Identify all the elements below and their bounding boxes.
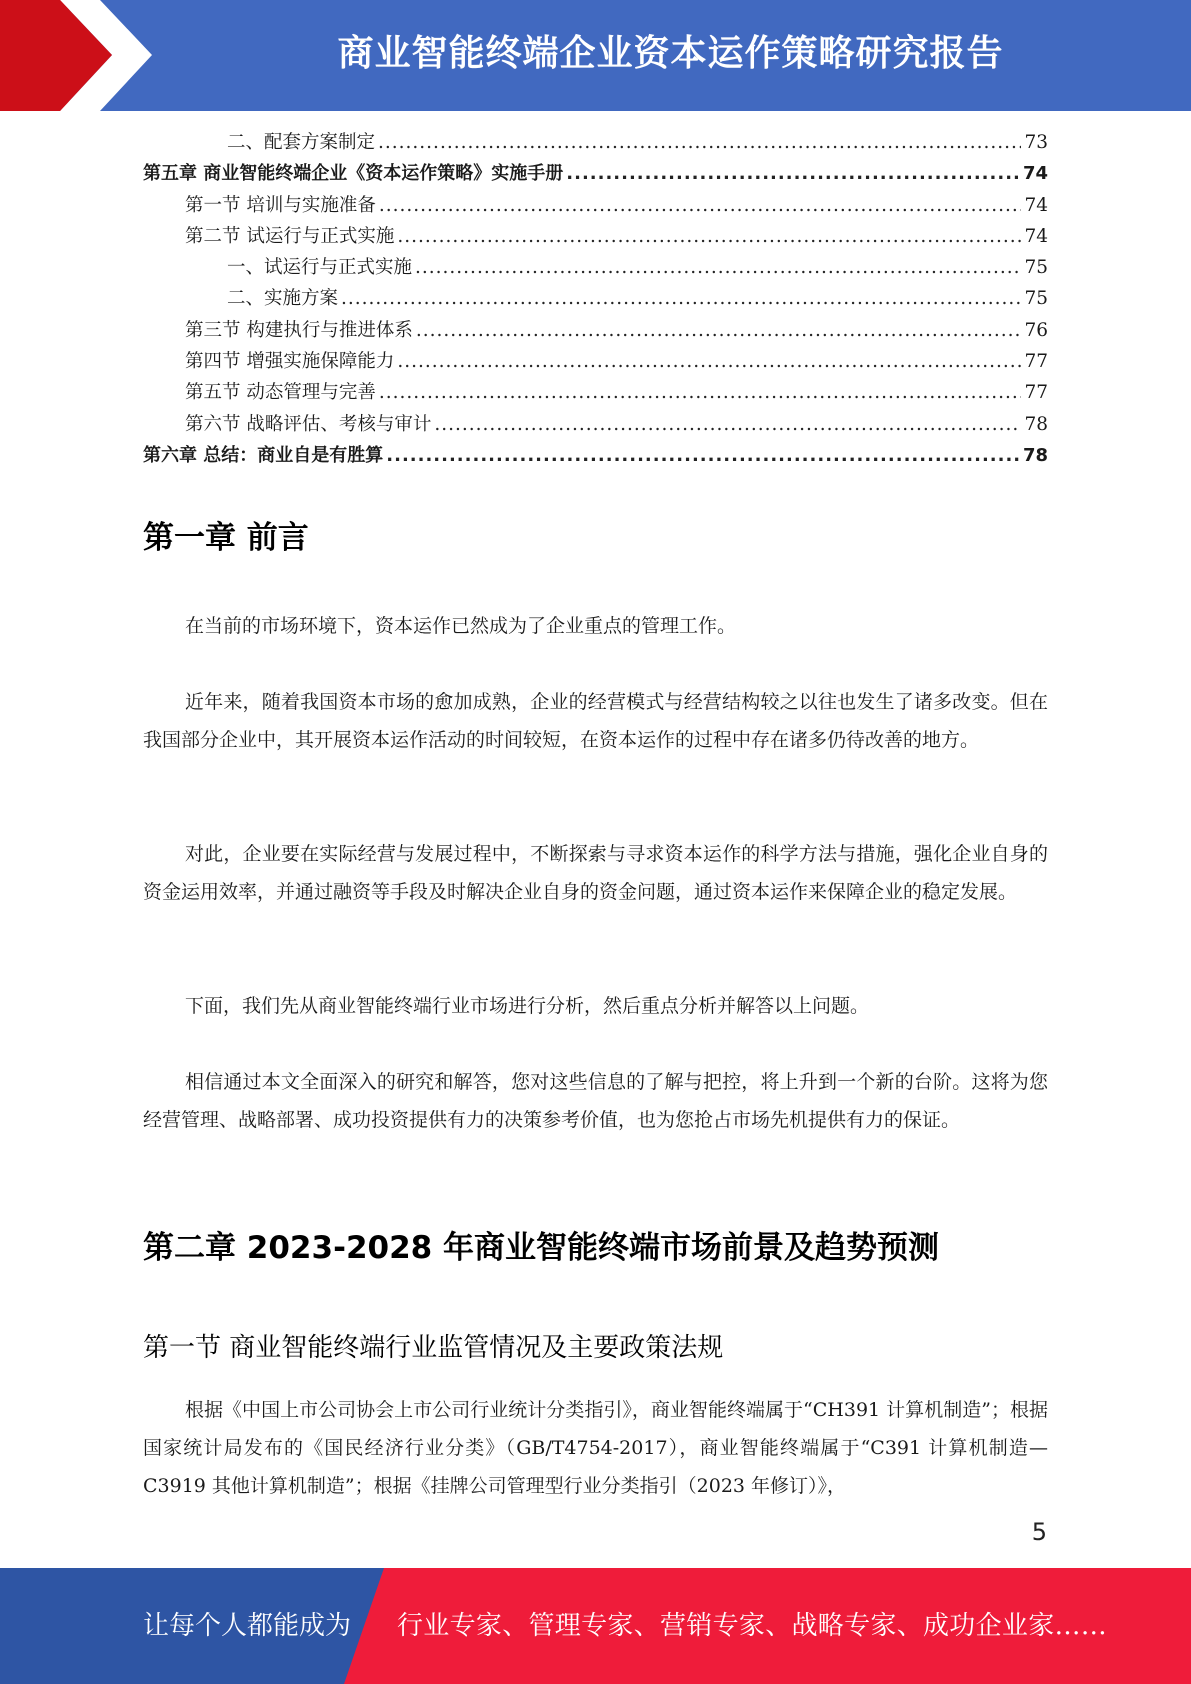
toc-dot-leader: [434, 409, 1021, 440]
report-title: 商业智能终端企业资本运作策略研究报告: [337, 33, 1004, 74]
toc-entry-label: 第五节 动态管理与完善: [185, 382, 376, 404]
toc-entry-page: 73: [1024, 132, 1048, 153]
toc-entry-page: 75: [1024, 257, 1048, 279]
toc-entry-page: 75: [1024, 288, 1048, 310]
chapter-1-paragraph-3: 对此，企业要在实际经营与发展过程中，不断探索与寻求资本运作的科学方法与措施，强化企业自身的资金运用效率，并通过融资等手段及时解决企业自身的资金问题，通过资本运作来保障企业的稳定发展。: [143, 843, 1048, 903]
toc-entry[interactable]: [143, 377, 1048, 408]
header-chevron-icon: [0, 0, 160, 111]
toc-dot-leader: [386, 440, 1020, 471]
toc-entry[interactable]: [143, 315, 1048, 346]
toc-entry-label: 二、实施方案: [227, 288, 339, 310]
toc-entry[interactable]: [143, 221, 1048, 252]
toc-entry[interactable]: [143, 409, 1048, 440]
toc-dot-leader: [566, 158, 1020, 189]
toc-entry-page: 76: [1024, 319, 1048, 341]
toc-dot-leader: [397, 221, 1021, 252]
toc-entry-page: 78: [1024, 413, 1048, 435]
chapter-1-paragraph-1: 在当前的市场环境下，资本运作已然成为了企业重点的管理工作。: [185, 615, 737, 637]
toc-entry[interactable]: [143, 346, 1048, 377]
table-of-contents: [143, 127, 1048, 471]
toc-entry-label: 第六章 总结：商业自是有胜算: [143, 444, 384, 466]
toc-entry-page: 74: [1022, 163, 1048, 185]
toc-entry[interactable]: [143, 252, 1048, 283]
toc-entry[interactable]: [143, 440, 1048, 471]
header-banner: [0, 0, 1191, 111]
toc-dot-leader: [416, 315, 1022, 346]
chapter-1-paragraph-2: 近年来，随着我国资本市场的愈加成熟，企业的经营模式与经营结构较之以往也发生了诸多改变。但在我国部分企业中，其开展资本运作活动的时间较短，在资本运作的过程中存在诸多仍待改善的地方。: [143, 691, 1048, 751]
toc-entry-page: 74: [1024, 225, 1048, 247]
toc-dot-leader: [415, 252, 1021, 283]
section-1-paragraph: 根据《中国上市公司协会上市公司行业统计分类指引》，商业智能终端属于“CH391 计算机制造”；根据国家统计局发布的《国民经济行业分类》（GB/T4754-2017），商业智能终端属于“C391 计算机制造—C3919 其他计算机制造”；根据《挂牌公司管理型行业分类指引（2023 年修订）》，: [143, 1399, 1048, 1497]
toc-entry-label: 第五章 商业智能终端企业《资本运作策略》实施手册: [143, 163, 564, 185]
chapter-1-paragraph-4: 下面，我们先从商业智能终端行业市场进行分析，然后重点分析并解答以上问题。: [185, 995, 870, 1017]
toc-entry-label: 二、配套方案制定: [227, 132, 376, 153]
toc-entry-label: 第四节 增强实施保障能力: [185, 351, 395, 373]
toc-entry-label: 一、试运行与正式实施: [227, 257, 413, 279]
toc-entry-page: 77: [1024, 351, 1048, 373]
toc-entry[interactable]: [143, 190, 1048, 221]
toc-dot-leader: [378, 127, 1021, 158]
toc-entry[interactable]: [143, 127, 1048, 158]
toc-entry-page: 78: [1022, 444, 1048, 466]
toc-entry-label: 第三节 构建执行与推进体系: [185, 319, 413, 341]
section-1-heading: 第一节 商业智能终端行业监管情况及主要政策法规: [143, 1333, 724, 1363]
footer-banner: [0, 1568, 1191, 1684]
footer-slogan-left: 让每个人都能成为: [143, 1611, 352, 1641]
chapter-1-heading: 第一章 前言: [143, 520, 309, 556]
toc-entry[interactable]: [143, 283, 1048, 314]
toc-dot-leader: [379, 190, 1022, 221]
toc-entry-page: 74: [1024, 194, 1048, 216]
toc-dot-leader: [397, 346, 1021, 377]
toc-entry-page: 77: [1024, 382, 1048, 404]
toc-dot-leader: [341, 283, 1021, 314]
toc-entry[interactable]: [143, 158, 1048, 189]
toc-entry-label: 第二节 试运行与正式实施: [185, 225, 395, 247]
page-number: 5: [1031, 1518, 1047, 1546]
toc-dot-leader: [379, 377, 1022, 408]
toc-entry-label: 第六节 战略评估、考核与审计: [185, 413, 432, 435]
footer-slogan-right: 行业专家、管理专家、营销专家、战略专家、成功企业家……: [397, 1611, 1108, 1641]
chapter-2-heading: 第二章 2023-2028 年商业智能终端市场前景及趋势预测: [143, 1230, 940, 1266]
toc-entry-label: 第一节 培训与实施准备: [185, 194, 376, 216]
chapter-1-paragraph-5: 相信通过本文全面深入的研究和解答，您对这些信息的了解与把控，将上升到一个新的台阶。这将为您经营管理、战略部署、成功投资提供有力的决策参考价值，也为您抢占市场先机提供有力的保证。: [143, 1071, 1048, 1131]
